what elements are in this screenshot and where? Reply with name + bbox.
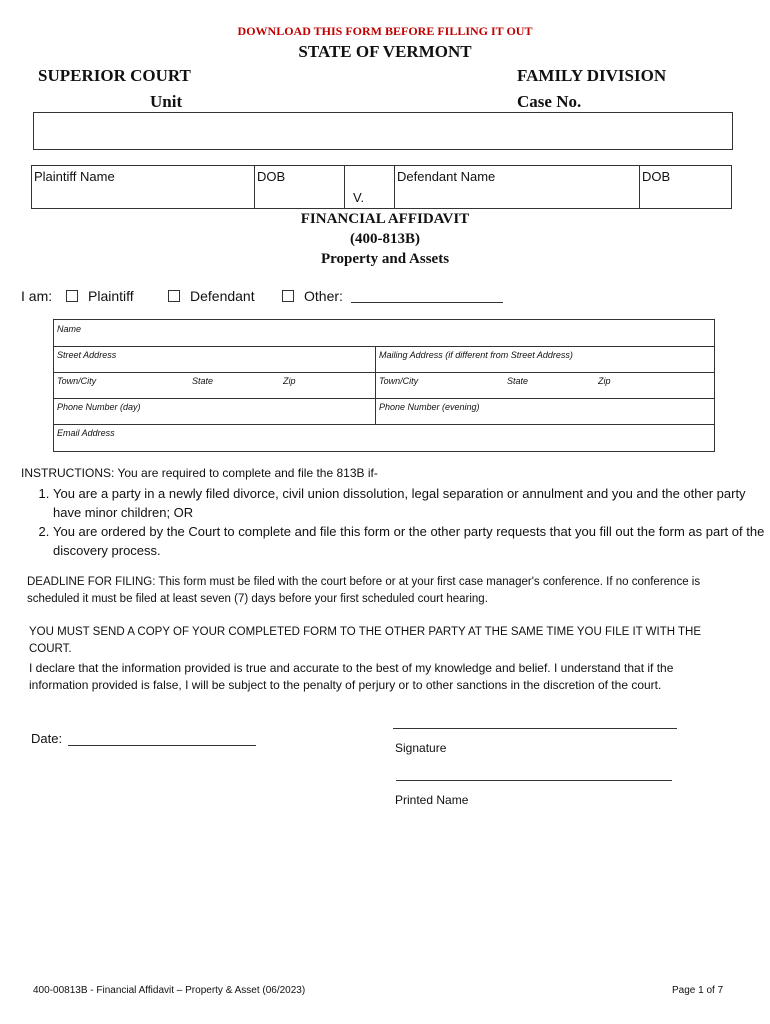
state-label-2: State bbox=[507, 376, 529, 386]
other-option-label: Other: bbox=[304, 288, 343, 304]
declaration: I declare that the information provided is true and accurate to the best of my knowledge and belief. I understand that if the information provided is false, I will be subject to the penalty of perjury or to other sanctions in the discretion of the court. bbox=[29, 661, 674, 692]
form-number: (400-813B) bbox=[350, 231, 420, 247]
zip-label-2: Zip bbox=[598, 376, 611, 386]
defendant-option[interactable] bbox=[168, 288, 282, 304]
town-divider bbox=[375, 372, 376, 398]
contact-info-table bbox=[53, 319, 715, 452]
copy-notice: YOU MUST SEND A COPY OF YOUR COMPLETED FORM TO THE OTHER PARTY AT THE SAME TIME YOU FILE IT WITH THE COURT. bbox=[29, 626, 702, 655]
defendant-checkbox[interactable] bbox=[168, 290, 180, 302]
defendant-dob-field[interactable] bbox=[640, 166, 731, 208]
unit-case-input-box[interactable] bbox=[33, 112, 733, 150]
footer-page-number: Page 1 of 7 bbox=[672, 985, 724, 996]
instruction-item-2: 2. You are ordered by the Court to complete and file this form or the other party requests that you fill out the form as part of the discovery process. bbox=[53, 522, 765, 560]
plaintiff-dob-label: DOB bbox=[257, 169, 286, 184]
footer-form-id: 400-00813B - Financial Affidavit – Property & Asset (06/2023) bbox=[33, 985, 306, 996]
i-am-row bbox=[21, 288, 503, 304]
phone-row bbox=[54, 398, 714, 425]
court-name: SUPERIOR COURT bbox=[38, 66, 191, 85]
state-label-1: State bbox=[192, 376, 214, 386]
phone-day-label: Phone Number (day) bbox=[57, 402, 141, 412]
name-label: Name bbox=[57, 324, 82, 334]
email-row[interactable] bbox=[54, 424, 714, 450]
defendant-name-label: Defendant Name bbox=[397, 169, 496, 184]
date-label: Date: bbox=[31, 731, 63, 746]
signature-line[interactable] bbox=[393, 728, 677, 729]
other-checkbox[interactable] bbox=[282, 290, 294, 302]
plaintiff-name-field[interactable] bbox=[32, 166, 255, 208]
other-input-line[interactable] bbox=[351, 289, 503, 303]
defendant-name-field[interactable] bbox=[395, 166, 640, 208]
address-divider bbox=[375, 346, 376, 372]
unit-label: Unit bbox=[150, 92, 183, 111]
versus-cell bbox=[345, 166, 395, 208]
phone-evening-label: Phone Number (evening) bbox=[379, 402, 480, 412]
town-label-2: Town/City bbox=[379, 376, 419, 386]
date-field bbox=[31, 731, 256, 746]
plaintiff-checkbox[interactable] bbox=[66, 290, 78, 302]
instructions-intro: INSTRUCTIONS: You are required to complete and file the 813B if- bbox=[21, 466, 378, 480]
defendant-dob-label: DOB bbox=[642, 169, 671, 184]
phone-divider bbox=[375, 398, 376, 424]
mailing-address-label: Mailing Address (if different from Street Address) bbox=[379, 350, 573, 360]
division-label: FAMILY DIVISION bbox=[517, 66, 667, 85]
email-label: Email Address bbox=[57, 428, 115, 438]
town-row bbox=[54, 372, 714, 399]
plaintiff-option[interactable] bbox=[66, 288, 168, 304]
plaintiff-option-label: Plaintiff bbox=[88, 288, 134, 304]
deadline-notice: DEADLINE FOR FILING: This form must be filed with the court before or at your first case manager's conference. If no conference is scheduled it must be filed at least seven (7) days before your first scheduled court hearing. bbox=[27, 576, 701, 605]
defendant-option-label: Defendant bbox=[190, 288, 255, 304]
instruction-item-1: 1. You are a party in a newly filed divorce, civil union dissolution, legal separation or annulment and you and the other party have minor children; OR bbox=[53, 484, 765, 522]
instructions-list bbox=[15, 484, 765, 560]
plaintiff-dob-field[interactable] bbox=[255, 166, 345, 208]
other-option[interactable] bbox=[282, 288, 503, 304]
form-title: FINANCIAL AFFIDAVIT bbox=[300, 211, 470, 227]
download-banner: DOWNLOAD THIS FORM BEFORE FILLING IT OUT bbox=[237, 24, 533, 38]
street-address-label: Street Address bbox=[57, 350, 117, 360]
versus-label: V. bbox=[353, 190, 365, 205]
zip-label-1: Zip bbox=[283, 376, 296, 386]
plaintiff-name-label: Plaintiff Name bbox=[34, 169, 115, 184]
name-row[interactable] bbox=[54, 320, 714, 347]
signature-label: Signature bbox=[395, 741, 447, 755]
address-row bbox=[54, 346, 714, 373]
i-am-label: I am: bbox=[21, 288, 53, 304]
case-number-label: Case No. bbox=[517, 92, 582, 111]
state-title: STATE OF VERMONT bbox=[298, 42, 472, 61]
printed-name-line[interactable] bbox=[396, 780, 672, 781]
town-label-1: Town/City bbox=[57, 376, 97, 386]
form-subtitle: Property and Assets bbox=[320, 251, 450, 267]
printed-name-label: Printed Name bbox=[395, 793, 469, 807]
date-input-line[interactable] bbox=[68, 733, 256, 746]
party-row bbox=[31, 165, 732, 209]
